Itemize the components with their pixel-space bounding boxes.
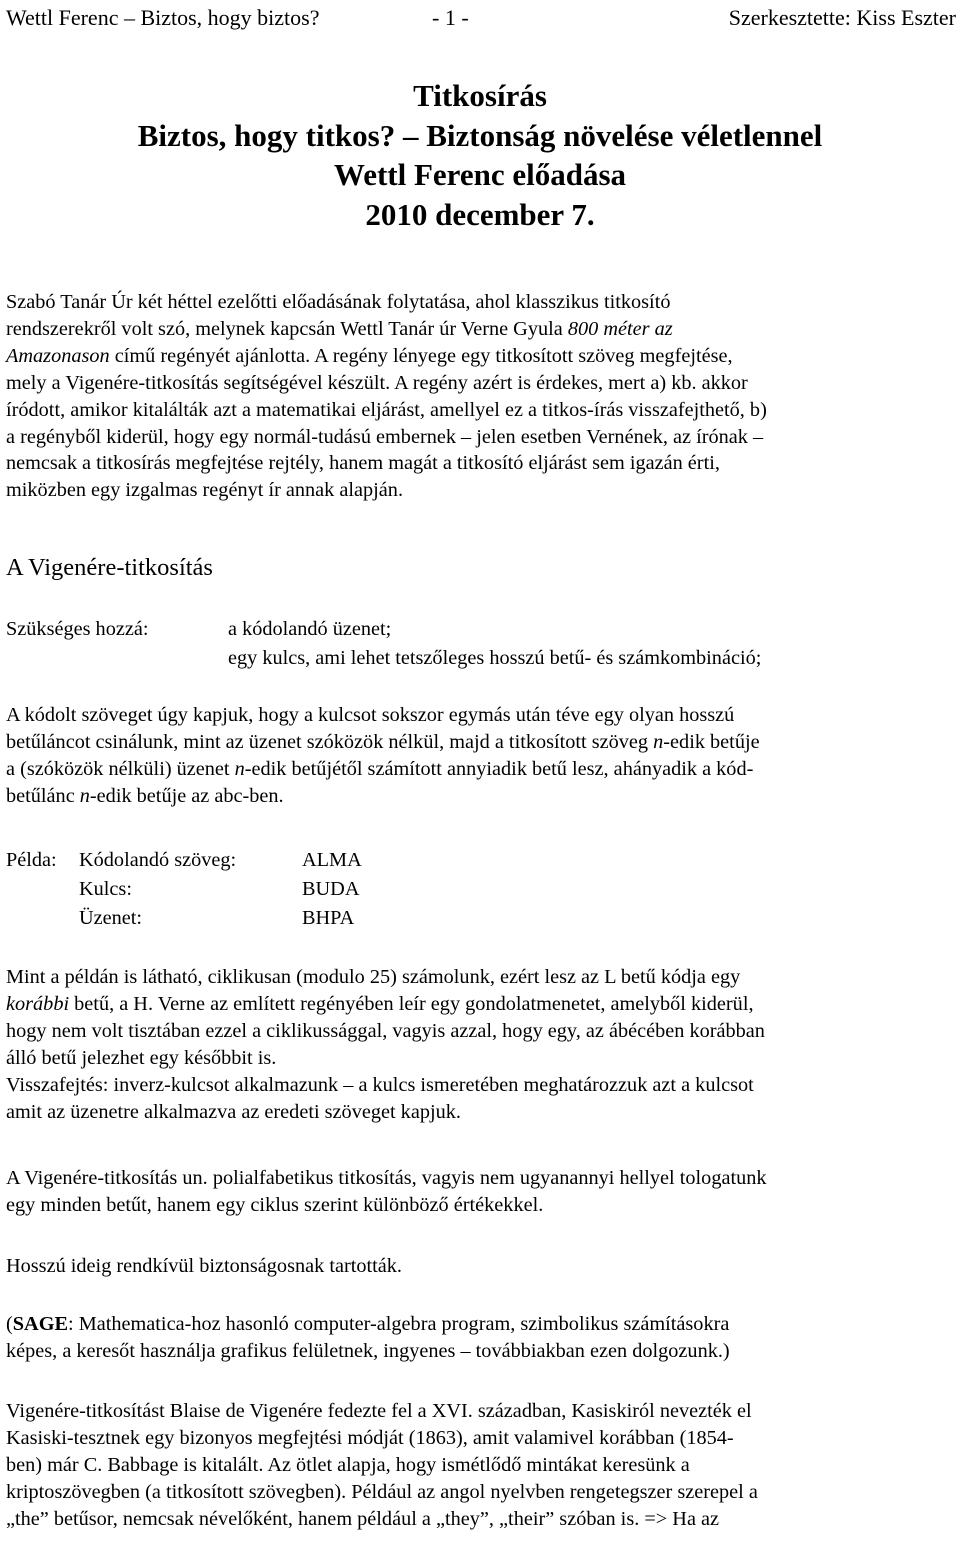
intro-line-1: Szabó Tanár Úr két héttel ezelőtti előadásának folytatása, ahol klasszikus titkosító: [6, 291, 671, 313]
intro-line-5: íródott, amikor kitalálták azt a matematikai eljárást, amellyel ez a titkos-írás visszafejthető, b): [6, 398, 767, 421]
decryption-line-1: Visszafejtés: inverz-kulcsot alkalmazunk – a kulcs ismeretében meghatározzuk azt a kulcsot: [6, 1073, 754, 1096]
poly-line-2: egy minden betűt, hanem egy ciklus szerint különböző értékekkel.: [6, 1193, 544, 1216]
polyalphabetic-paragraph: [6, 1165, 954, 1219]
history-paragraph: [6, 1398, 954, 1533]
sage-paragraph: [6, 1311, 954, 1365]
method-line-3b: -edik betűjétől számított annyiadik betű lesz, ahányadik a kód-: [244, 757, 754, 780]
example-label-key: Kulcs:: [79, 878, 132, 900]
page-number: - 1 -: [432, 5, 469, 30]
intro-line-7: nemcsak a titkosírás megfejtése rejtély, hanem magát a titkosító eljárást sem igazán érti,: [6, 452, 720, 475]
variable-n: n: [234, 757, 245, 780]
title-line-4: 2010 december 7.: [365, 196, 595, 232]
method-line-2b: -edik betűje: [663, 730, 760, 753]
history-line-5: „the” betűsor, nemcsak névelőként, hanem például a „they”, „their” szóban is. => Ha az: [6, 1507, 720, 1530]
intro-line-8: miközben egy izgalmas regényt ír annak alapján.: [6, 479, 404, 502]
sage-line-2: képes, a keresőt használja grafikus felületnek, ingyenes – továbbiakban ezen dolgozunk.): [6, 1339, 730, 1362]
method-line-3: [6, 756, 954, 783]
example-prefix: Példa:: [6, 849, 57, 871]
poly-line-1: A Vigenére-titkosítás un. polialfabetikus titkosítás, vagyis nem ugyanannyi hellyel tologatunk: [6, 1167, 767, 1189]
example-label-ciphertext: Üzenet:: [79, 907, 143, 929]
decryption-line-2: amit az üzenetre alkalmazva az eredeti szöveget kapjuk.: [6, 1100, 461, 1123]
variable-n: n: [79, 784, 90, 807]
history-line-2: Kasiski-tesztnek egy bizonyos megfejtési módját (1863), amit valamivel korábban (1854-: [6, 1426, 734, 1449]
requirements-list: [228, 615, 761, 673]
explanation-line-2: [6, 991, 954, 1018]
method-line-4: [6, 783, 954, 810]
intro-line-6: a regényből kiderül, hogy egy normál-tudású embernek – jelen esetben Vernének, az írónak –: [6, 425, 764, 448]
history-line-3: ben) már C. Babbage is kitalált. Az ötlet alapja, hogy ismétlődő mintákat keresünk a: [6, 1453, 690, 1476]
explanation-line-1: Mint a példán is látható, ciklikusan (modulo 25) számolunk, ezért lesz az L betű kódja egy: [6, 966, 741, 988]
header-right-text: Szerkesztette: Kiss Eszter: [728, 5, 956, 30]
method-line-4b: -edik betűje az abc-ben.: [89, 784, 284, 807]
sage-line-1: [6, 1311, 954, 1338]
method-line-2: [6, 729, 954, 756]
intro-line-3: [6, 343, 954, 370]
intro-paragraph: [6, 289, 954, 504]
intro-line-2: [6, 316, 954, 343]
requirement-item-1: a kódolandó üzenet;: [228, 618, 392, 640]
section-heading: A Vigenére-titkosítás: [6, 554, 213, 581]
title-line-2: Biztos, hogy titkos? – Biztonság növelése véletlennel: [137, 117, 823, 153]
emphasized-word: korábbi: [6, 992, 70, 1015]
method-line-1: A kódolt szöveget úgy kapjuk, hogy a kulcsot sokszor egymás után téve egy olyan hosszú: [6, 704, 735, 726]
requirements-label: Szükséges hozzá:: [6, 618, 149, 640]
example-value-ciphertext: BHPA: [302, 907, 355, 929]
explanation-line-4: álló betű jelezhet egy későbbit is.: [6, 1046, 277, 1069]
history-line-1: Vigenére-titkosítást Blaise de Vigenére fedezte fel a XVI. században, Kasiskiról nevezték el: [6, 1400, 752, 1422]
explanation-paragraph: [6, 964, 954, 1125]
method-line-2a: betűláncot csinálunk, mint az üzenet szóközök nélkül, majd a titkosított szöveg: [6, 730, 654, 753]
title-line-1: Titkosírás: [413, 78, 547, 113]
security-paragraph: [6, 1253, 954, 1280]
novel-title-part-2: Amazonason: [6, 344, 110, 367]
header-left-text: Wettl Ferenc – Biztos, hogy biztos?: [6, 5, 320, 30]
intro-line-2-text: rendszerekről volt szó, melynek kapcsán Wettl Tanár úr Verne Gyula: [6, 317, 568, 340]
requirement-item-2: egy kulcs, ami lehet tetszőleges hosszú betű- és számkombináció;: [228, 647, 762, 669]
security-line: Hosszú ideig rendkívül biztonságosnak tartották.: [6, 1255, 402, 1277]
variable-n: n: [653, 730, 664, 753]
open-paren: (: [6, 1313, 13, 1335]
intro-line-3-text: című regényét ajánlotta. A regény lényege egy titkosított szöveg megfejtése,: [109, 344, 733, 367]
example-value-key: BUDA: [302, 878, 360, 900]
example-value-plaintext: ALMA: [302, 849, 362, 871]
example-label-plaintext: Kódolandó szöveg:: [79, 849, 237, 871]
method-paragraph: [6, 702, 954, 810]
novel-title-part-1: 800 méter az: [567, 317, 673, 340]
document-title: [0, 76, 960, 234]
explanation-line-3: hogy nem volt tisztában ezzel a ciklikussággal, vagyis azzal, hogy egy, az ábécében korábban: [6, 1019, 765, 1042]
sage-line-1-text: : Mathematica-hoz hasonló computer-algebra program, szimbolikus számításokra: [68, 1313, 730, 1335]
method-line-3a: a (szóközök nélküli) üzenet: [6, 757, 235, 780]
method-line-4a: betűlánc: [6, 784, 80, 807]
title-line-3: Wettl Ferenc előadása: [333, 157, 627, 192]
explanation-line-2-text: betű, a H. Verne az említett regényében leír egy gondolatmenetet, amelyből kiderül,: [69, 992, 754, 1015]
intro-line-4: mely a Vigenére-titkosítás segítségével készült. A regény azért is érdekes, mert a) kb. akkor: [6, 371, 748, 394]
sage-name: SAGE: [12, 1313, 68, 1335]
history-line-4: kriptoszövegben (a titkosított szövegben). Például az angol nyelvben rengetegszer szerepel a: [6, 1480, 758, 1503]
